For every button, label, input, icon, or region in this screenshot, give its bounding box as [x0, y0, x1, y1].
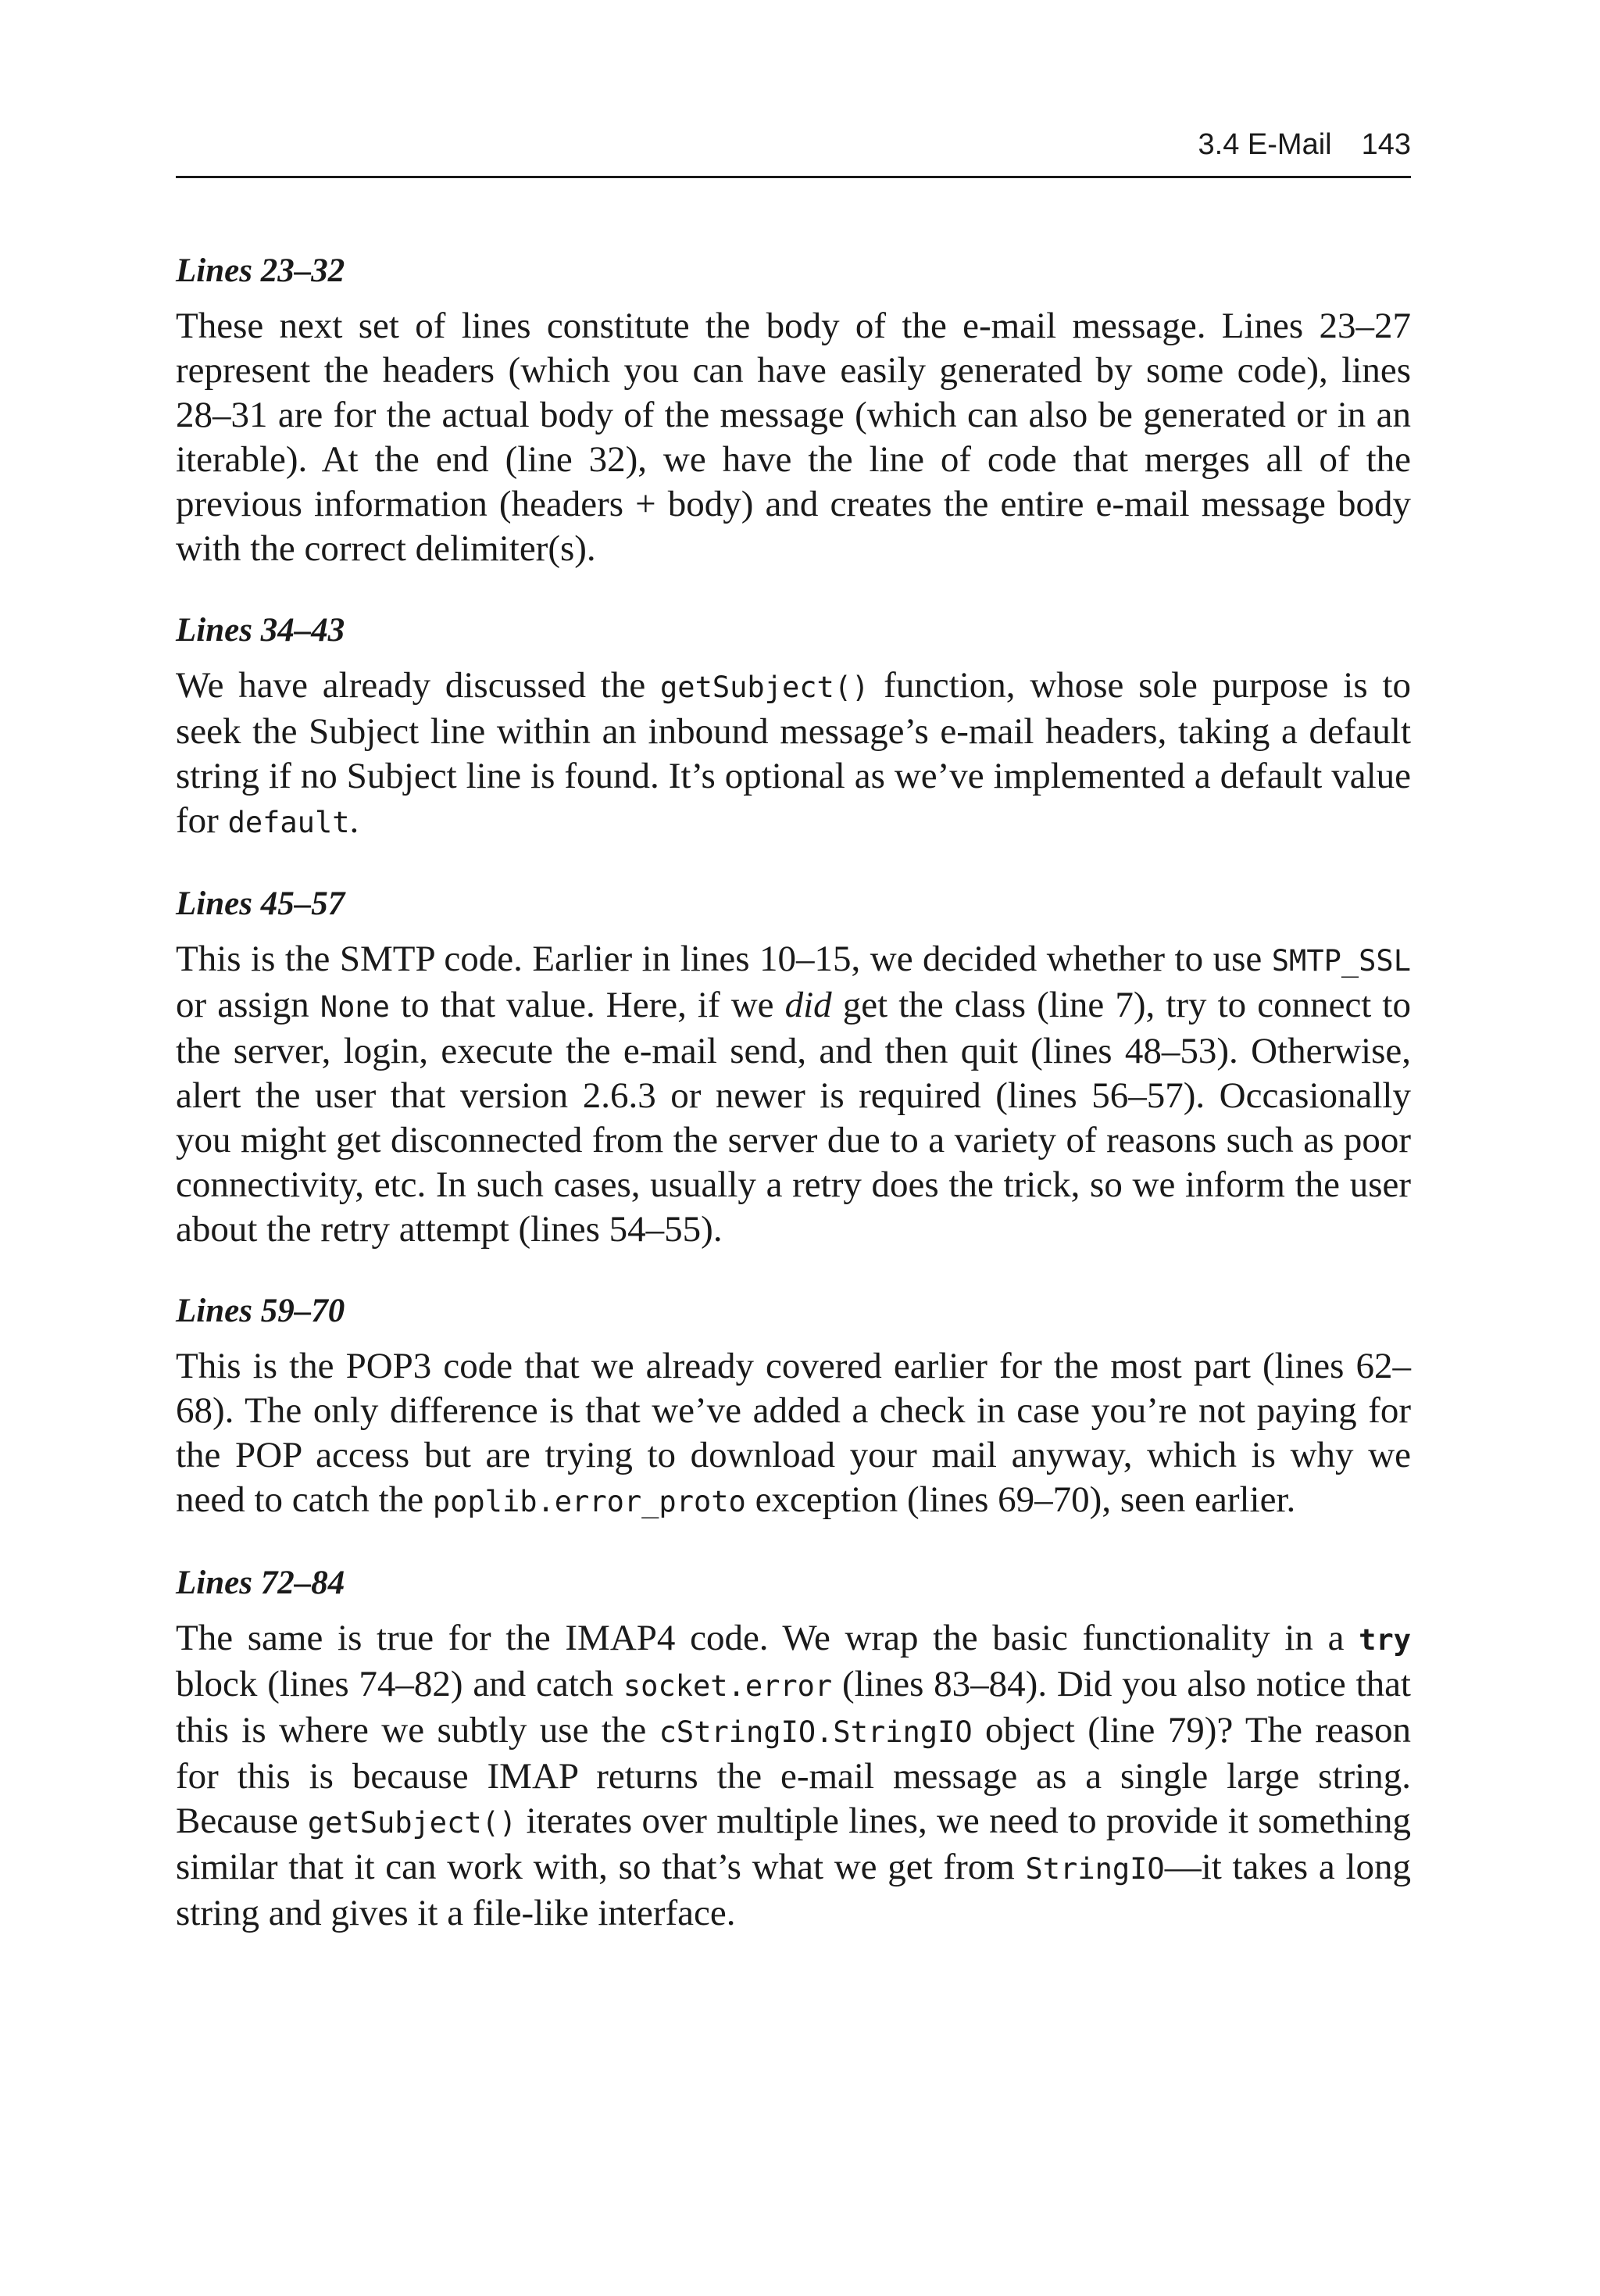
inline-code: StringIO: [1025, 1852, 1165, 1886]
inline-code: socket.error: [623, 1669, 833, 1703]
text-run: (lines 83–84). Did you also notice that this is where we subtly use the: [176, 1664, 1411, 1751]
running-head: [176, 123, 1411, 178]
text-run: get the class (line 7), try to connect to the server, login, execute the e-mail send, and then quit (lines 48–53). Otherwise, alert the user that version 2.6.3 or newer is required (lines 56–57). Occasionally you might get disconnected from the server due to a variety of reasons such as poor connectivity, etc. In such cases, usually a retry does the trick, so we inform the user about the retry attempt (lines 54–55).: [176, 985, 1411, 1250]
inline-code: default: [227, 806, 350, 839]
section-lines-23-32: [176, 249, 1411, 571]
text-run: —it takes a long string and gives it a file-like interface.: [176, 1847, 1411, 1933]
inline-code: cStringIO.StringIO: [659, 1715, 973, 1749]
section-heading: Lines 45–57: [176, 885, 345, 922]
section-lines-72-84: [176, 1561, 1411, 1936]
main-content: [176, 249, 1411, 1972]
section-heading: Lines 34–43: [176, 612, 345, 649]
section-heading: Lines 59–70: [176, 1293, 345, 1329]
page-number: 143: [1361, 128, 1411, 161]
section-paragraph: [176, 1344, 1411, 1524]
section-lines-59-70: [176, 1289, 1411, 1524]
section-paragraph: [176, 304, 1411, 571]
text-run: This is the POP3 code that we already covered earlier for the most part (lines 62–68). The only difference is that we’ve added a check in case you’re not paying for the POP access but are trying to download your mail anyway, which is why we need to catch the: [176, 1346, 1411, 1520]
section-heading: Lines 23–32: [176, 252, 345, 289]
text-run: This is the SMTP code. Earlier in lines 10–15, we decided whether to use: [176, 939, 1272, 979]
section-title: 3.4 E-Mail: [1198, 128, 1332, 161]
text-run: function, whose sole purpose is to seek the Subject line within an inbound message’s e-mail headers, taking a default string if no Subject line is found. It’s optional as we’ve implemented a default value for: [176, 665, 1412, 841]
text-run: The same is true for the IMAP4 code. We wrap the basic functionality in a: [176, 1618, 1359, 1658]
text-run: These next set of lines constitute the body of the e-mail message. Lines 23–27 represent the headers (which you can have easily generated by some code), lines 28–31 are for the actual body of the message (which can also be generated or in an iterable). At the end (line 32), we have the line of code that merges all of the previous information (headers + body) and creates the entire e-mail message body with the correct delimiter(s).: [176, 306, 1411, 569]
inline-code: getSubject(): [660, 671, 870, 704]
text-run: We have already discussed the: [176, 665, 661, 706]
text-run: or assign: [176, 985, 320, 1025]
section-paragraph: [176, 663, 1411, 845]
text-run: to that value. Here, if we: [389, 985, 785, 1025]
emphasis-text: did: [784, 985, 832, 1025]
inline-code: None: [320, 990, 390, 1024]
text-run: object (line 79)? The reason for this is because IMAP returns the e-mail message as a single large string. Because: [176, 1710, 1411, 1841]
inline-code: getSubject(): [307, 1806, 517, 1840]
running-head-text: [1198, 128, 1411, 162]
text-run: exception (lines 69–70), seen earlier.: [745, 1479, 1296, 1520]
section-lines-34-43: [176, 608, 1411, 845]
text-run: iterates over multiple lines, we need to provide it something similar that it can work with, so that’s what we get from: [176, 1801, 1411, 1887]
section-heading: Lines 72–84: [176, 1565, 345, 1601]
inline-code-keyword: try: [1359, 1623, 1411, 1657]
text-run: block (lines 74–82) and catch: [176, 1664, 623, 1704]
text-run: .: [349, 800, 359, 841]
inline-code: poplib.error_proto: [432, 1485, 746, 1518]
section-paragraph: [176, 1616, 1411, 1936]
section-paragraph: [176, 937, 1411, 1252]
section-lines-45-57: [176, 882, 1411, 1252]
inline-code: SMTP_SSL: [1271, 944, 1411, 978]
